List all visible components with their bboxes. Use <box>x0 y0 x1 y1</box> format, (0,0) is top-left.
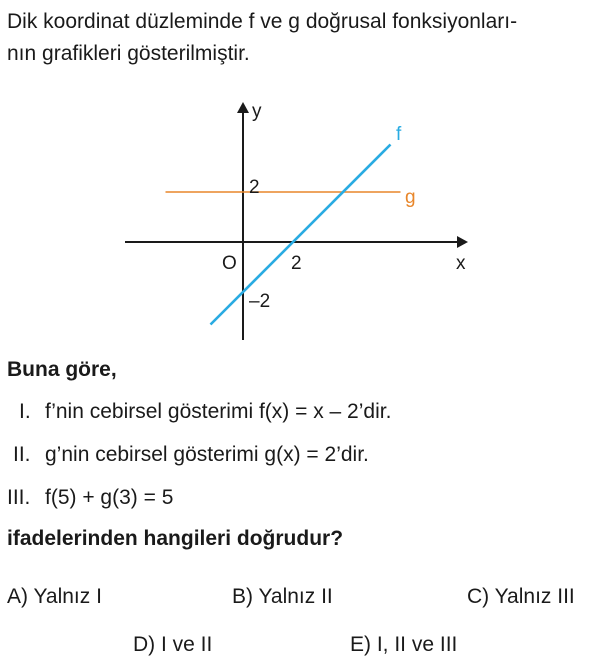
lead-text: Buna göre, <box>7 358 117 381</box>
y-axis-label: y <box>252 101 262 122</box>
option-d[interactable]: D) I ve II <box>133 633 213 656</box>
statement-2 <box>13 443 369 467</box>
statement-3-text: f(5) + g(3) = 5 <box>45 486 174 509</box>
option-e[interactable]: E) I, II ve III <box>350 633 458 656</box>
statement-1 <box>19 400 391 424</box>
x-tick-label-2: 2 <box>291 253 302 274</box>
statement-3-number: III. <box>7 486 31 509</box>
statement-1-text: f’nin cebirsel gösterimi f(x) = x – 2’dir. <box>45 400 392 423</box>
y-axis-arrow <box>237 102 249 113</box>
question-text: ifadelerinden hangileri doğrudur? <box>7 527 344 550</box>
x-axis-label: x <box>456 253 466 274</box>
f-line-label: f <box>396 124 402 145</box>
f-line <box>211 145 391 325</box>
origin-label: O <box>222 253 237 274</box>
option-b[interactable]: B) Yalnız II <box>232 585 333 608</box>
y-tick-label-2: 2 <box>249 177 260 198</box>
intro-line-1: Dik koordinat düzleminde f ve g doğrusal fonksiyonları- <box>7 10 518 33</box>
statement-1-number: I. <box>19 400 31 423</box>
statement-2-number: II. <box>13 443 31 466</box>
statement-3 <box>7 486 173 510</box>
y-tick-label-neg-2: –2 <box>249 291 271 312</box>
statement-2-text: g’nin cebirsel gösterimi g(x) = 2’dir. <box>45 443 369 466</box>
option-a[interactable]: A) Yalnız I <box>7 585 102 608</box>
x-axis-arrow <box>457 236 468 248</box>
intro-line-2: nın grafikleri gösterilmiştir. <box>7 42 250 65</box>
g-line-label: g <box>405 187 416 208</box>
option-c[interactable]: C) Yalnız III <box>467 585 575 608</box>
